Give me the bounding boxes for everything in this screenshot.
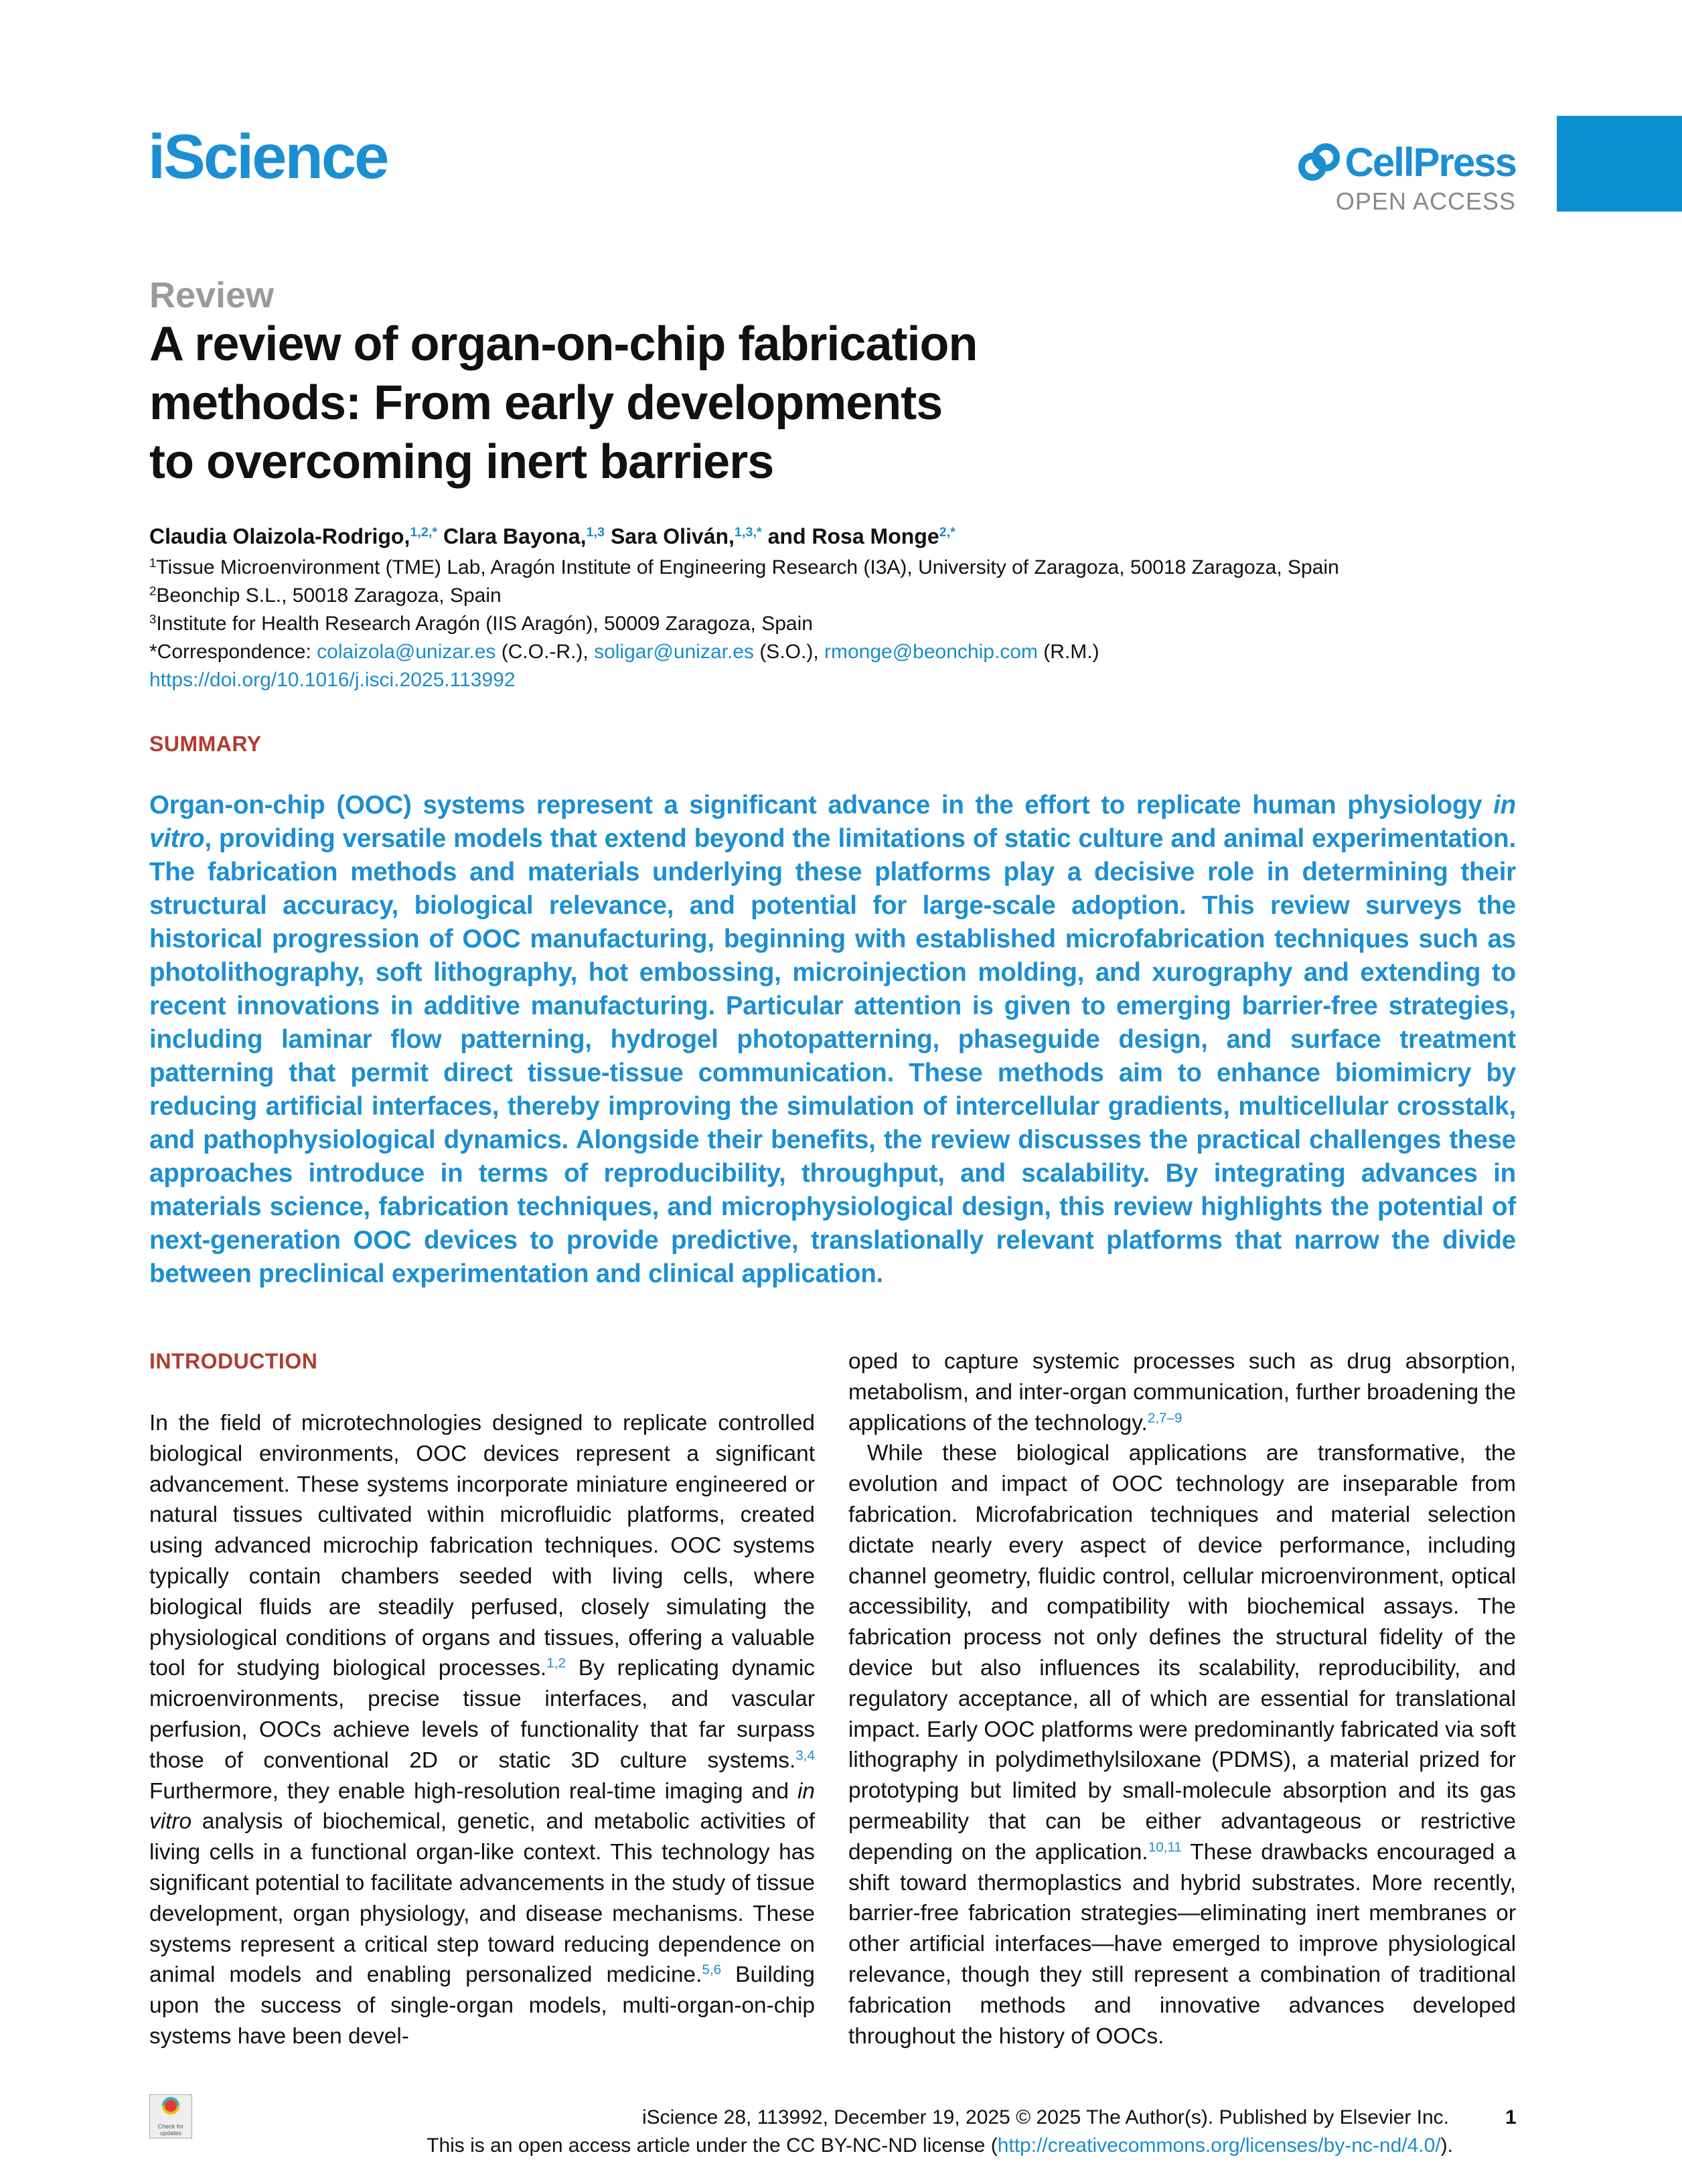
email-owner: (C.O.-R.),	[495, 641, 595, 663]
title-line: A review of organ-on-chip fabrication	[149, 317, 978, 371]
email-owner: (R.M.)	[1037, 641, 1099, 663]
author-affil-link[interactable]: 2,*	[939, 525, 955, 540]
text-run: By replicating dynamic microenvironments, precise tissue interfaces, and vascular perfusion, OOCs achieve levels of functionality that far surpass those of conventional 2D or static 3D culture systems.	[149, 1656, 815, 1773]
paragraph	[848, 1438, 1516, 2051]
license-link[interactable]: http://creativecommons.org/licenses/by-nc-nd/4.0/	[997, 2134, 1441, 2157]
summary-heading: SUMMARY	[149, 732, 262, 756]
journal-logo: iScience	[148, 121, 388, 191]
intro-right-column	[848, 1346, 1516, 2051]
article-title	[149, 315, 1154, 491]
text-run: These drawbacks encouraged a shift toward thermoplastics and hybrid substrates. More recently, barrier-free fabrication strategies—eliminating inert membranes or other artificial interfaces—have emerged to improve physiological relevance, though they still represent a combination of traditional fabrication methods and innovative advances developed throughout the history of OOCs.	[848, 1839, 1516, 2049]
correspondence	[149, 638, 1339, 666]
email-link[interactable]: colaizola@unizar.es	[317, 641, 496, 663]
text-run: Organ-on-chip (OOC) systems represent a significant advance in the effort to replicate human physiology	[149, 791, 1494, 820]
paragraph	[848, 1346, 1516, 1438]
correspondence-label: *Correspondence:	[149, 641, 317, 663]
citation-link[interactable]: 1,2	[546, 1656, 566, 1671]
text-run: analysis of biochemical, genetic, and metabolic activities of living cells in a functional organ-like context. This technology has significant potential to facilitate advancements in the study of tissue development, organ physiology, and disease mechanisms. These systems represent a critical step toward reducing dependence on animal models and enabling personalized medicine.	[149, 1809, 815, 1988]
text-run: While these biological applications are transformative, the evolution and impact of OOC technology are inseparable from fabrication. Microfabrication techniques and material selection dictate nearly every aspect of device performance, including channel geometry, fluidic control, cellular microenvironment, optical accessibility, and compatibility with biochemical assays. The fabrication process not only defines the structural fidelity of the device but also influences its scalability, reproducibility, and regulatory acceptance, all of which are essential for translational impact. Early OOC platforms were predominantly fabricated via soft lithography in polydimethylsiloxane (PDMS), a material prized for prototyping but limited by small-molecule absorption and its gas permeability that can be either advantageous or restrictive depending on the application.	[848, 1441, 1516, 1865]
license-line	[427, 2134, 1453, 2157]
check-for-updates-badge[interactable]	[149, 2094, 192, 2138]
text-run: , providing versatile models that extend beyond the limitations of static culture and animal experimentation. The fabrication methods and materials underlying these platforms play a decisive role in determining their structural accuracy, biological relevance, and potential for large-scale adoption. This review surveys the historical progression of OOC manufacturing, beginning with established microfabrication techniques such as photolithography, soft lithography, hot embossing, microinjection molding, and xurography and extending to recent innovations in additive manufacturing. Particular attention is given to emerging barrier-free strategies, including laminar flow patterning, hydrogel photopatterning, phaseguide design, and surface treatment patterning that permit direct tissue-tissue communication. These methods aim to enhance biomimicry by reducing artificial interfaces, thereby improving the simulation of intercellular gradients, multicellular crosstalk, and pathophysiological dynamics. Alongside their benefits, the review discusses the practical challenges these approaches introduce in terms of reproducibility, throughput, and scalability. By integrating advances in materials science, fabrication techniques, and microphysiological design, this review highlights the potential of next-generation OOC devices to provide predictive, translationally relevant platforms that narrow the divide between preclinical experimentation and clinical application.	[149, 824, 1516, 1288]
affiliation-number: 2	[149, 583, 157, 598]
email-link[interactable]: rmonge@beonchip.com	[824, 641, 1038, 663]
affiliation-text: Beonchip S.L., 50018 Zaragoza, Spain	[156, 584, 502, 607]
citation-link[interactable]: 10,11	[1148, 1839, 1182, 1855]
citation-line: iScience 28, 113992, December 19, 2025 © 2025 The Author(s). Published by Elsevier Inc.	[641, 2106, 1449, 2128]
introduction-heading: INTRODUCTION	[149, 1349, 318, 1373]
open-access-label: OPEN ACCESS	[1335, 187, 1516, 215]
title-line: methods: From early developments	[149, 376, 943, 430]
text-run: In the field of microtechnologies designed to replicate controlled biological environments, OOC devices represent a significant advancement. These systems incorporate miniature engineered or natural tissues cultivated within microfluidic platforms, created using advanced microchip fabrication techniques. OOC systems typically contain chambers seeded with living cells, where biological fluids are steadily perfused, closely simulating the physiological conditions of organs and tissues, offering a valuable tool for studying biological processes.	[149, 1411, 815, 1681]
text-run: Building upon the success of single-organ models, multi-organ-on-chip systems have been devel-	[149, 1962, 815, 2049]
citation-link[interactable]: 2,7–9	[1147, 1410, 1182, 1426]
author-name: and Rosa Monge	[761, 524, 939, 548]
check-updates-icon	[161, 2095, 181, 2122]
article-type: Review	[149, 275, 275, 315]
author-affil-link[interactable]: 1,3,*	[734, 525, 762, 540]
cellpress-logo	[1298, 139, 1516, 185]
affiliation	[149, 554, 1339, 582]
italic-text: in vitro	[149, 1778, 815, 1835]
header-color-tab	[1557, 116, 1682, 212]
author-affil-link[interactable]: 1,2,*	[410, 525, 438, 540]
author-affil-link[interactable]: 1,3	[586, 525, 605, 540]
affiliation	[149, 582, 1339, 610]
italic-text: in vitro	[149, 791, 1516, 853]
doi-link[interactable]: https://doi.org/10.1016/j.isci.2025.113992	[149, 669, 516, 691]
license-text: ).	[1440, 2134, 1453, 2157]
citation-link[interactable]: 3,4	[795, 1747, 815, 1764]
page-number: 1	[1505, 2106, 1517, 2128]
title-line: to overcoming inert barriers	[149, 435, 774, 489]
citation-link[interactable]: 5,6	[702, 1962, 722, 1978]
cellpress-mark-icon	[1298, 143, 1341, 183]
author-name: Claudia Olaizola-Rodrigo,	[149, 524, 410, 548]
publisher-name: CellPress	[1345, 140, 1516, 185]
affiliation-number: 1	[149, 555, 157, 570]
text-run: Furthermore, they enable high-resolution real-time imaging and	[149, 1778, 797, 1804]
affiliation-number: 3	[149, 611, 157, 626]
affiliation-text: Institute for Health Research Aragón (IIS Aragón), 50009 Zaragoza, Spain	[156, 613, 813, 635]
license-text: This is an open access article under the CC BY-NC-ND license (	[427, 2134, 998, 2157]
author-name: Clara Bayona,	[437, 524, 587, 548]
author-list	[149, 524, 955, 549]
affiliations	[149, 554, 1339, 694]
email-owner: (S.O.),	[753, 641, 824, 663]
author-name: Sara Oliván,	[605, 524, 735, 548]
intro-left-column	[149, 1408, 815, 2052]
text-run: oped to capture systemic processes such as drug absorption, metabolism, and inter-organ communication, further broadening the applications of the technology.	[848, 1349, 1516, 1435]
summary-text	[149, 789, 1516, 1291]
email-link[interactable]: soligar@unizar.es	[594, 641, 754, 663]
affiliation-text: Tissue Microenvironment (TME) Lab, Aragón Institute of Engineering Research (I3A), University of Zaragoza, 50018 Zaragoza, Spain	[156, 556, 1339, 578]
check-updates-label: Check for updates	[157, 2123, 184, 2136]
affiliation	[149, 610, 1339, 638]
